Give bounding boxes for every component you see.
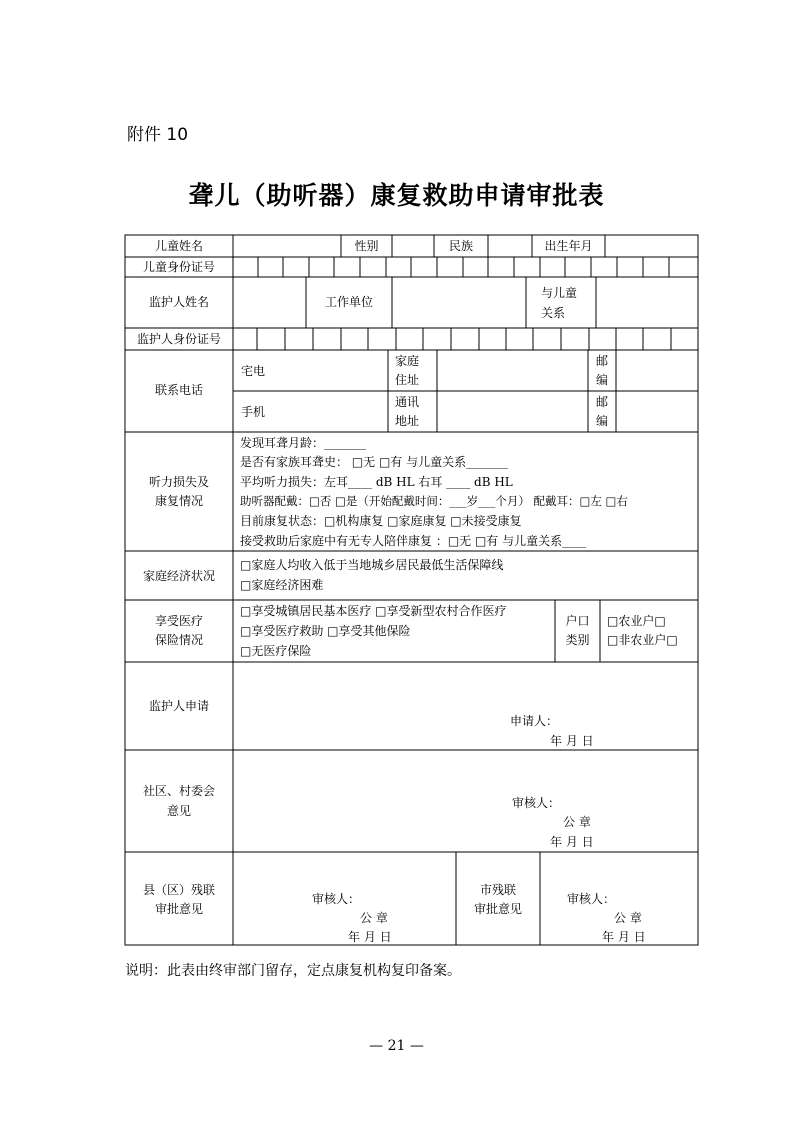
community-label-line2: 意见 — [166, 804, 191, 818]
city-label-line1: 市残联 — [479, 883, 516, 897]
county-reviewer-label: 审核人： — [312, 892, 361, 906]
contact-phone-label: 联系电话 — [154, 383, 203, 397]
child-id-label: 儿童身份证号 — [142, 260, 215, 274]
hukou-label-line2: 类别 — [565, 633, 590, 647]
community-seal: 公 章 — [563, 815, 591, 829]
ethnicity-field[interactable] — [489, 236, 531, 256]
home-address-field[interactable] — [438, 351, 587, 390]
guardian-id-field[interactable] — [234, 329, 697, 349]
hukou-label-line1: 户口 — [565, 614, 590, 628]
home-phone-label: 宅电 — [241, 364, 266, 378]
city-opinion-field[interactable] — [541, 853, 697, 883]
guardian-name-label: 监护人姓名 — [148, 295, 209, 309]
city-seal: 公 章 — [614, 911, 642, 925]
mobile-label: 手机 — [241, 405, 266, 419]
city-label-line2: 审批意见 — [473, 902, 522, 916]
county-seal: 公 章 — [360, 911, 388, 925]
applicant-date: 年 月 日 — [550, 734, 594, 748]
hearing-label-line2: 康复情况 — [154, 494, 203, 508]
gender-field[interactable] — [393, 236, 433, 256]
home-address-label-line1: 家庭 — [395, 354, 420, 368]
applicant-label: 申请人： — [510, 714, 559, 728]
hukou-option-non-agricultural[interactable]: □非农业户□ — [607, 633, 678, 647]
home-postcode-label-line1: 邮 — [596, 354, 609, 368]
page-number: — 21 — — [369, 1038, 424, 1054]
work-unit-label: 工作单位 — [324, 295, 373, 309]
community-reviewer-label: 审核人： — [512, 796, 561, 810]
city-date: 年 月 日 — [602, 930, 646, 944]
guardian-name-field[interactable] — [234, 278, 305, 327]
community-date: 年 月 日 — [550, 835, 594, 849]
hearing-aid-line[interactable]: 助听器配戴：□否 □是（开始配戴时间：___岁___个月） 配戴耳：□左 □右 — [240, 494, 628, 508]
mail-address-label-line2: 地址 — [395, 414, 420, 428]
economic-option-difficulty[interactable]: □家庭经济困难 — [240, 578, 324, 592]
rehab-status-line[interactable]: 目前康复状态：□机构康复 □家庭康复 □未接受康复 — [240, 514, 522, 528]
mail-address-field[interactable] — [438, 392, 587, 431]
county-label-line2: 审批意见 — [154, 902, 203, 916]
birth-date-field[interactable] — [606, 236, 697, 256]
home-address-label-line2: 住址 — [395, 373, 420, 387]
economic-label: 家庭经济状况 — [142, 569, 215, 583]
community-opinion-field[interactable] — [234, 751, 697, 791]
companion-line[interactable]: 接受救助后家庭中有无专人陪伴康复 ：□无 □有 与儿童关系____ — [240, 534, 587, 548]
home-phone-field[interactable] — [270, 351, 387, 390]
guardian-apply-field[interactable] — [234, 663, 697, 713]
hukou-option-agricultural[interactable]: □农业户□ — [607, 614, 666, 628]
insurance-option-none[interactable]: □无医疗保险 — [240, 644, 312, 658]
child-id-field[interactable] — [234, 258, 697, 276]
mail-postcode-label-line2: 编 — [596, 414, 609, 428]
insurance-option-line2[interactable]: □享受医疗救助 □享受其他保险 — [240, 624, 411, 638]
county-label-line1: 县（区）残联 — [142, 883, 215, 897]
relation-field[interactable] — [597, 278, 697, 327]
insurance-label-line2: 保险情况 — [154, 633, 203, 647]
guardian-apply-label: 监护人申请 — [148, 699, 209, 713]
economic-option-low-income[interactable]: □家庭人均收入低于当地城乡居民最低生活保障线 — [240, 558, 504, 572]
ethnicity-label: 民族 — [448, 239, 473, 253]
hearing-age-line[interactable]: 发现耳聋月龄：_______ — [240, 436, 367, 450]
home-postcode-label-line2: 编 — [596, 373, 609, 387]
page-title: 聋儿（助听器）康复救助申请审批表 — [188, 181, 605, 210]
insurance-option-line1[interactable]: □享受城镇居民基本医疗 □享受新型农村合作医疗 — [240, 604, 507, 618]
relation-label-line1: 与儿童 — [541, 286, 578, 300]
child-name-label: 儿童姓名 — [154, 239, 203, 253]
child-name-field[interactable] — [234, 236, 340, 256]
county-opinion-field[interactable] — [234, 853, 455, 883]
mail-postcode-label-line1: 邮 — [596, 395, 609, 409]
home-postcode-field[interactable] — [617, 351, 697, 390]
mail-address-label-line1: 通讯 — [395, 395, 420, 409]
guardian-id-label: 监护人身份证号 — [136, 332, 221, 346]
birth-date-label: 出生年月 — [544, 239, 593, 253]
county-date: 年 月 日 — [348, 930, 392, 944]
relation-label-line2: 关系 — [541, 306, 566, 320]
hearing-loss-line[interactable]: 平均听力损失：左耳____ dB HL 右耳 ____ dB HL — [240, 475, 513, 489]
hearing-label-line1: 听力损失及 — [148, 475, 209, 489]
gender-label: 性别 — [354, 239, 379, 253]
city-reviewer-label: 审核人： — [567, 892, 616, 906]
attachment-label: 附件 10 — [127, 125, 189, 145]
mail-postcode-field[interactable] — [617, 392, 697, 431]
family-history-line[interactable]: 是否有家族耳聋史： □无 □有 与儿童关系_______ — [240, 455, 509, 469]
footnote: 说明：此表由终审部门留存，定点康复机构复印备案。 — [125, 963, 461, 979]
mobile-field[interactable] — [270, 392, 387, 431]
insurance-label-line1: 享受医疗 — [154, 614, 203, 628]
work-unit-field[interactable] — [393, 278, 525, 327]
community-label-line1: 社区、村委会 — [142, 784, 215, 798]
